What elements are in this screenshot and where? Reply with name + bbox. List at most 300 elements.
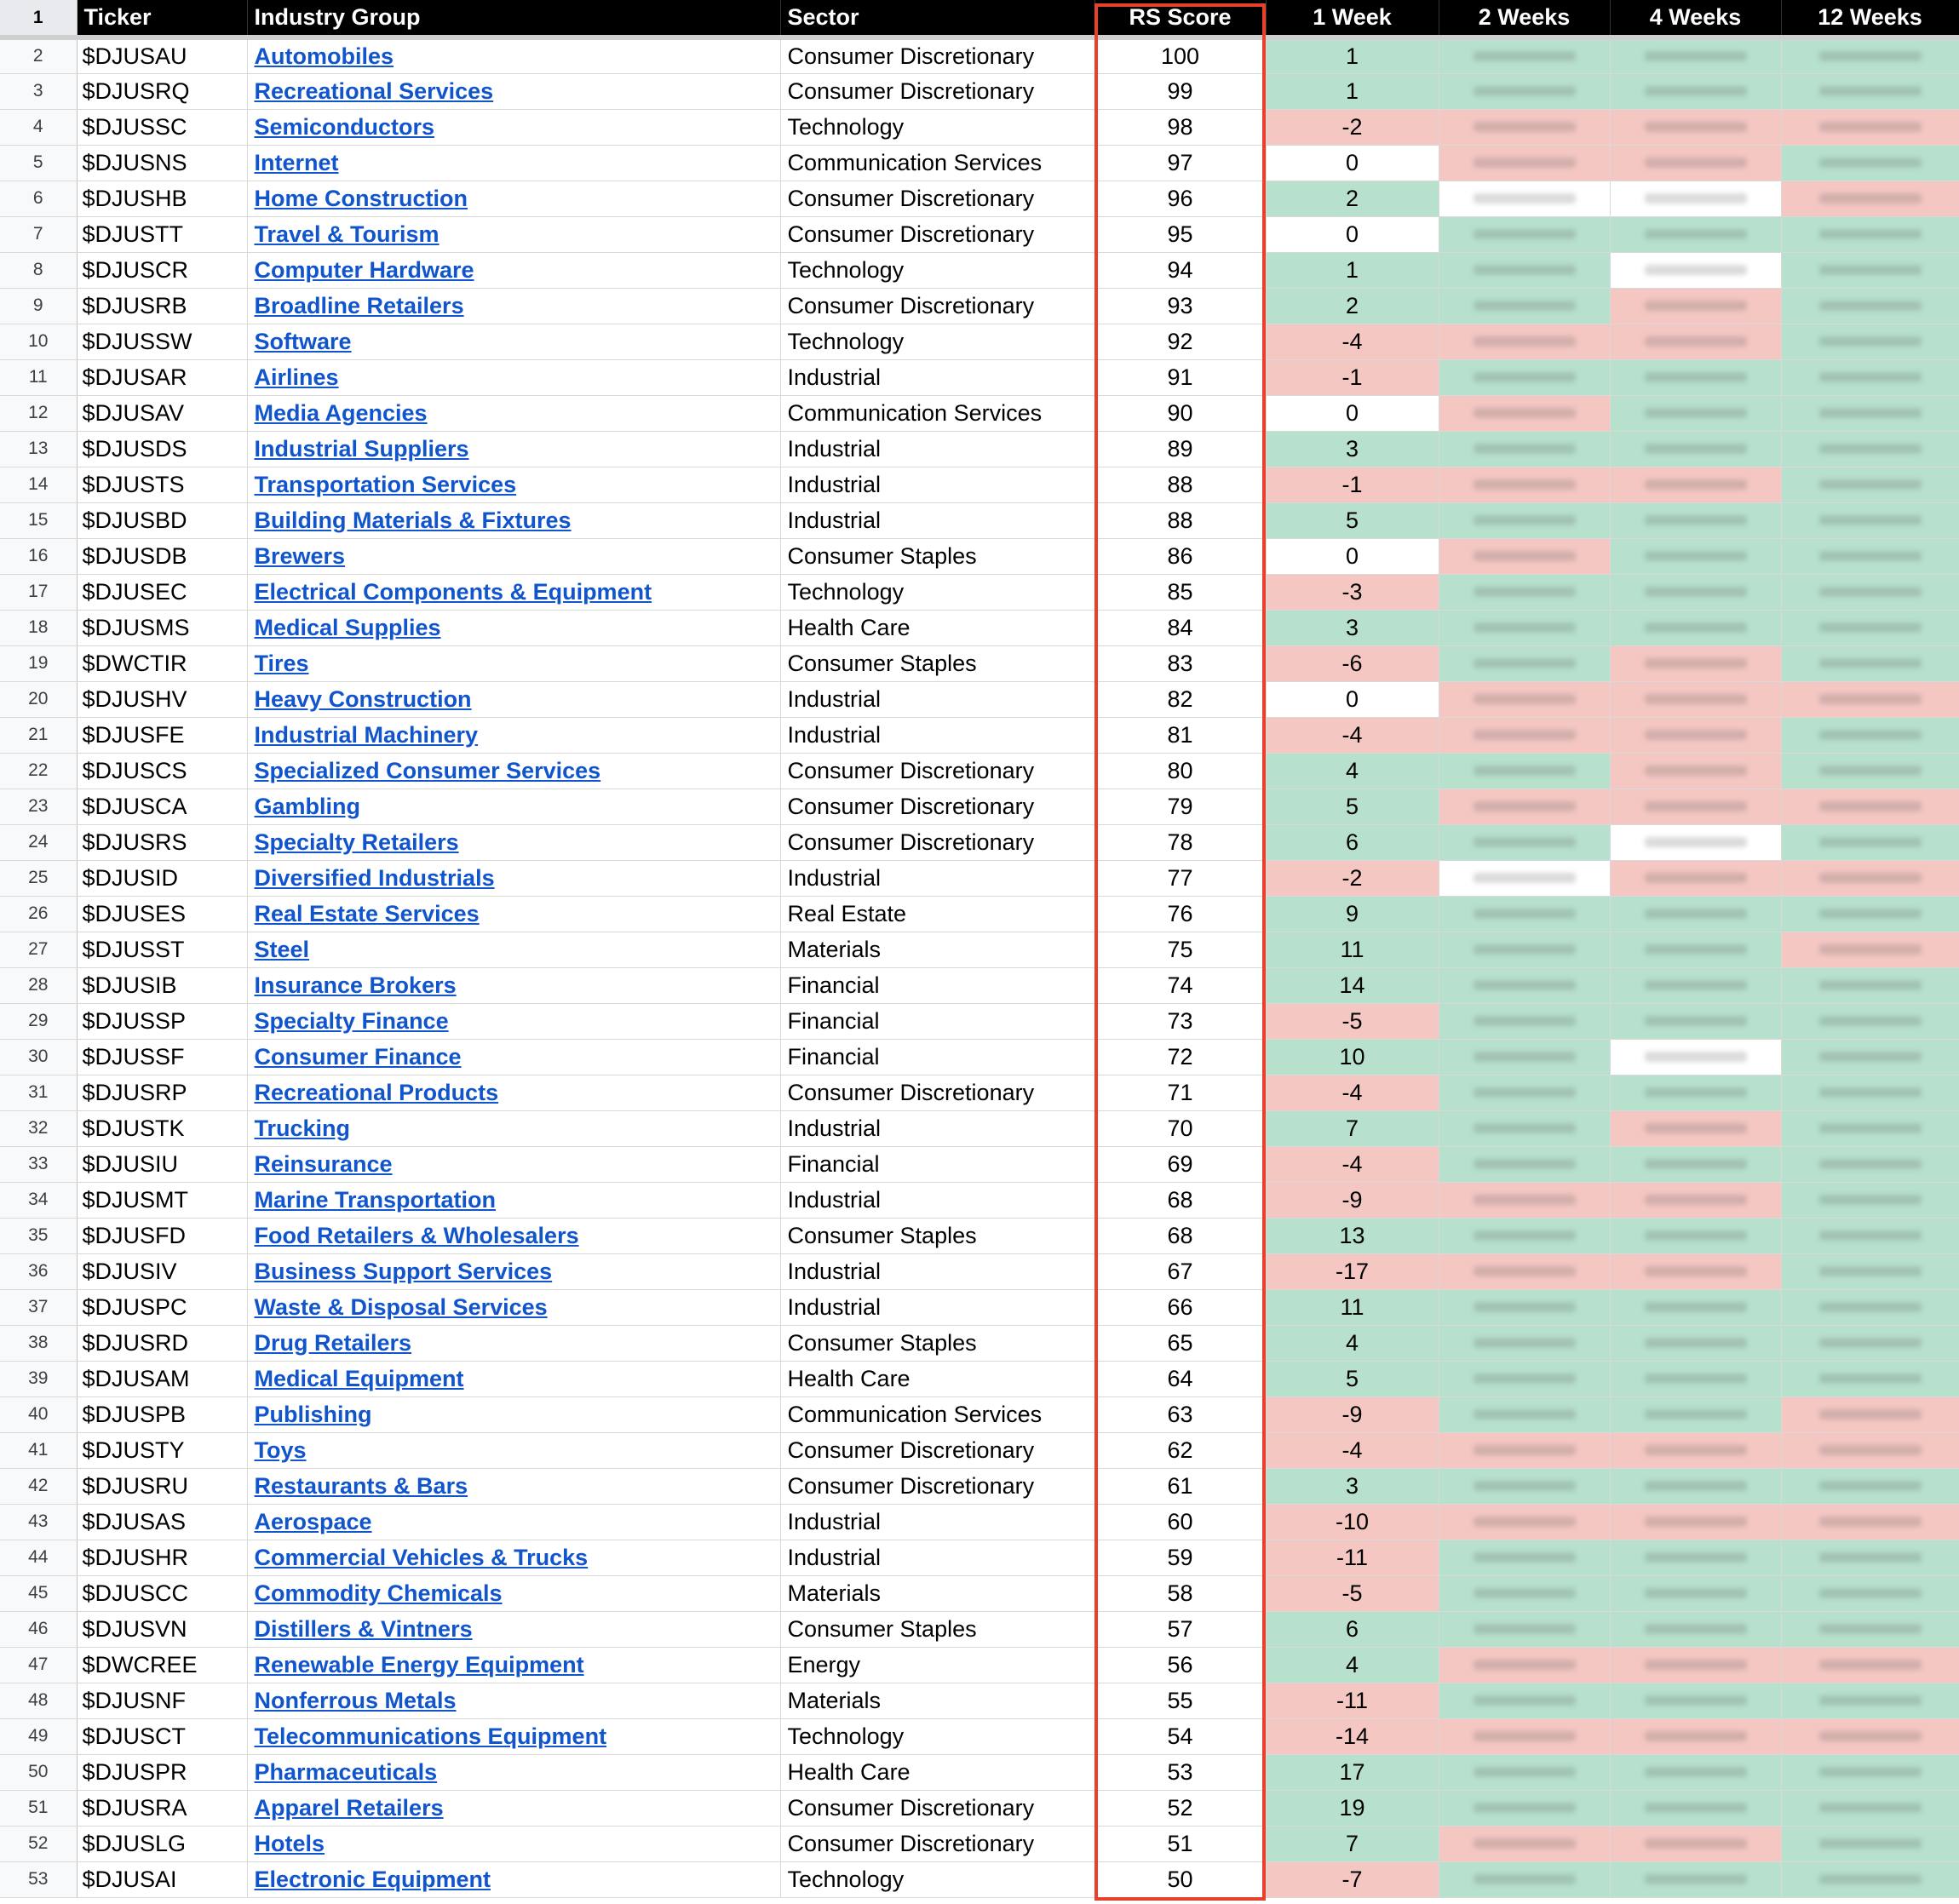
ticker-cell[interactable]: $DJUSAI (77, 1861, 247, 1897)
week4-change-cell[interactable] (1610, 73, 1781, 109)
ticker-cell[interactable]: $DJUSFE (77, 717, 247, 753)
week1-change-cell[interactable]: 0 (1266, 216, 1439, 252)
ticker-cell[interactable]: $DJUSDB (77, 538, 247, 574)
week12-change-cell[interactable] (1781, 1182, 1959, 1218)
rs-score-cell[interactable]: 94 (1094, 252, 1266, 288)
industry-group-cell[interactable] (247, 1647, 780, 1683)
week1-change-cell[interactable]: 2 (1266, 181, 1439, 216)
week2-column-header[interactable]: 2 Weeks (1439, 0, 1610, 37)
week12-change-cell[interactable] (1781, 1683, 1959, 1718)
sector-cell[interactable]: Technology (780, 109, 1094, 145)
industry-group-cell[interactable] (247, 896, 780, 932)
week1-change-cell[interactable]: -3 (1266, 574, 1439, 610)
industry-group-cell[interactable] (247, 1754, 780, 1790)
sector-cell[interactable]: Industrial (780, 467, 1094, 502)
rs-score-cell[interactable]: 64 (1094, 1361, 1266, 1396)
industry-group-cell[interactable] (247, 1003, 780, 1039)
week1-change-cell[interactable]: 0 (1266, 145, 1439, 181)
ticker-cell[interactable]: $DJUSSP (77, 1003, 247, 1039)
industry-group-cell[interactable] (247, 824, 780, 860)
ticker-cell[interactable]: $DJUSCT (77, 1718, 247, 1754)
row-number[interactable]: 2 (0, 37, 77, 73)
row-number[interactable]: 45 (0, 1575, 77, 1611)
industry-group-link[interactable]: Reinsurance (254, 1150, 393, 1177)
week4-change-cell[interactable] (1610, 467, 1781, 502)
week12-change-cell[interactable] (1781, 1540, 1959, 1575)
week12-change-cell[interactable] (1781, 502, 1959, 538)
rs-score-cell[interactable]: 60 (1094, 1504, 1266, 1540)
rs-score-cell[interactable]: 91 (1094, 359, 1266, 395)
ticker-cell[interactable]: $DJUSTK (77, 1110, 247, 1146)
week12-change-cell[interactable] (1781, 37, 1959, 73)
industry-group-cell[interactable] (247, 717, 780, 753)
rs-score-cell[interactable]: 63 (1094, 1396, 1266, 1432)
week2-change-cell[interactable] (1439, 681, 1610, 717)
industry-group-cell[interactable] (247, 1325, 780, 1361)
rs-score-cell[interactable]: 50 (1094, 1861, 1266, 1897)
row-number[interactable]: 50 (0, 1754, 77, 1790)
week1-change-cell[interactable]: 1 (1266, 252, 1439, 288)
rs-score-cell[interactable]: 81 (1094, 717, 1266, 753)
week1-change-cell[interactable]: 4 (1266, 753, 1439, 789)
industry-group-link[interactable]: Trucking (254, 1115, 351, 1141)
week1-change-cell[interactable]: 6 (1266, 1611, 1439, 1647)
row-number[interactable]: 29 (0, 1003, 77, 1039)
ticker-cell[interactable]: $DJUSBD (77, 502, 247, 538)
week2-change-cell[interactable] (1439, 789, 1610, 824)
week4-change-cell[interactable] (1610, 1718, 1781, 1754)
rs-score-cell[interactable]: 75 (1094, 932, 1266, 967)
week4-change-cell[interactable] (1610, 717, 1781, 753)
rs-score-cell[interactable]: 70 (1094, 1110, 1266, 1146)
week2-change-cell[interactable] (1439, 395, 1610, 431)
row-number[interactable]: 25 (0, 860, 77, 896)
week1-change-cell[interactable]: 11 (1266, 932, 1439, 967)
sector-cell[interactable]: Technology (780, 324, 1094, 359)
week12-change-cell[interactable] (1781, 1468, 1959, 1504)
week4-change-cell[interactable] (1610, 1039, 1781, 1075)
week12-change-cell[interactable] (1781, 1611, 1959, 1647)
ticker-cell[interactable]: $DJUSAV (77, 395, 247, 431)
industry-group-link[interactable]: Automobiles (254, 43, 394, 69)
ticker-cell[interactable]: $DJUSPR (77, 1754, 247, 1790)
week12-change-cell[interactable] (1781, 1396, 1959, 1432)
row-number[interactable]: 48 (0, 1683, 77, 1718)
week2-change-cell[interactable] (1439, 896, 1610, 932)
week4-change-cell[interactable] (1610, 1003, 1781, 1039)
row-number[interactable]: 28 (0, 967, 77, 1003)
industry-group-cell[interactable] (247, 1540, 780, 1575)
industry-group-cell[interactable] (247, 324, 780, 359)
sector-cell[interactable]: Consumer Discretionary (780, 73, 1094, 109)
row-number[interactable]: 5 (0, 145, 77, 181)
week12-change-cell[interactable] (1781, 1039, 1959, 1075)
week4-change-cell[interactable] (1610, 1790, 1781, 1826)
week2-change-cell[interactable] (1439, 1826, 1610, 1861)
week2-change-cell[interactable] (1439, 73, 1610, 109)
ticker-cell[interactable]: $DJUSFD (77, 1218, 247, 1253)
week4-change-cell[interactable] (1610, 1754, 1781, 1790)
week4-change-cell[interactable] (1610, 610, 1781, 645)
sector-cell[interactable]: Health Care (780, 1754, 1094, 1790)
row-number[interactable]: 31 (0, 1075, 77, 1110)
week2-change-cell[interactable] (1439, 1790, 1610, 1826)
industry-group-link[interactable]: Drug Retailers (254, 1329, 412, 1356)
week4-change-cell[interactable] (1610, 1683, 1781, 1718)
sector-cell[interactable]: Health Care (780, 610, 1094, 645)
industry-group-link[interactable]: Medical Supplies (254, 614, 441, 640)
week12-change-cell[interactable] (1781, 1575, 1959, 1611)
industry-group-cell[interactable] (247, 1110, 780, 1146)
week12-change-cell[interactable] (1781, 288, 1959, 324)
week1-change-cell[interactable]: -14 (1266, 1718, 1439, 1754)
industry-group-cell[interactable] (247, 967, 780, 1003)
row-number[interactable]: 20 (0, 681, 77, 717)
week4-change-cell[interactable] (1610, 824, 1781, 860)
week12-change-cell[interactable] (1781, 359, 1959, 395)
row-number[interactable]: 44 (0, 1540, 77, 1575)
week1-change-cell[interactable]: -1 (1266, 467, 1439, 502)
sector-cell[interactable]: Consumer Discretionary (780, 288, 1094, 324)
week1-change-cell[interactable]: 5 (1266, 502, 1439, 538)
week1-change-cell[interactable]: 19 (1266, 1790, 1439, 1826)
rs-score-cell[interactable]: 62 (1094, 1432, 1266, 1468)
industry-group-cell[interactable] (247, 502, 780, 538)
rs-score-cell[interactable]: 59 (1094, 1540, 1266, 1575)
week12-change-cell[interactable] (1781, 181, 1959, 216)
rs-score-cell[interactable]: 51 (1094, 1826, 1266, 1861)
industry-group-link[interactable]: Distillers & Vintners (254, 1615, 473, 1642)
week12-change-cell[interactable] (1781, 1325, 1959, 1361)
row-number[interactable]: 53 (0, 1861, 77, 1897)
sector-cell[interactable]: Health Care (780, 1361, 1094, 1396)
week4-change-cell[interactable] (1610, 574, 1781, 610)
industry-group-link[interactable]: Heavy Construction (254, 685, 472, 712)
sector-cell[interactable]: Financial (780, 1146, 1094, 1182)
week4-change-cell[interactable] (1610, 109, 1781, 145)
industry-group-cell[interactable] (247, 109, 780, 145)
week2-change-cell[interactable] (1439, 252, 1610, 288)
industry-group-link[interactable]: Brewers (254, 542, 346, 569)
industry-group-link[interactable]: Home Construction (254, 185, 468, 211)
rs-score-cell[interactable]: 97 (1094, 145, 1266, 181)
sector-cell[interactable]: Consumer Staples (780, 1611, 1094, 1647)
week12-change-cell[interactable] (1781, 645, 1959, 681)
industry-group-cell[interactable] (247, 860, 780, 896)
week1-change-cell[interactable]: 2 (1266, 288, 1439, 324)
ticker-cell[interactable]: $DJUSPB (77, 1396, 247, 1432)
ticker-cell[interactable]: $DJUSMS (77, 610, 247, 645)
sector-cell[interactable]: Industrial (780, 717, 1094, 753)
week4-change-cell[interactable] (1610, 431, 1781, 467)
week2-change-cell[interactable] (1439, 216, 1610, 252)
week4-change-cell[interactable] (1610, 1540, 1781, 1575)
industry-group-link[interactable]: Apparel Retailers (254, 1794, 444, 1821)
industry-group-link[interactable]: Transportation Services (254, 471, 517, 497)
row-number[interactable]: 40 (0, 1396, 77, 1432)
sector-column-header[interactable]: Sector (780, 0, 1094, 37)
week12-change-cell[interactable] (1781, 860, 1959, 896)
row-number[interactable]: 15 (0, 502, 77, 538)
week1-change-cell[interactable]: -4 (1266, 1146, 1439, 1182)
row-number-header[interactable]: 1 (0, 0, 77, 37)
industry-group-cell[interactable] (247, 1504, 780, 1540)
industry-group-cell[interactable] (247, 1611, 780, 1647)
sector-cell[interactable]: Industrial (780, 431, 1094, 467)
industry-group-cell[interactable] (247, 216, 780, 252)
week12-change-cell[interactable] (1781, 1361, 1959, 1396)
row-number[interactable]: 24 (0, 824, 77, 860)
week1-change-cell[interactable]: 6 (1266, 824, 1439, 860)
rs-score-cell[interactable]: 55 (1094, 1683, 1266, 1718)
sector-cell[interactable]: Industrial (780, 681, 1094, 717)
rs-score-cell[interactable]: 69 (1094, 1146, 1266, 1182)
week1-change-cell[interactable]: 3 (1266, 431, 1439, 467)
week2-change-cell[interactable] (1439, 1396, 1610, 1432)
industry-group-cell[interactable] (247, 1575, 780, 1611)
week1-change-cell[interactable]: -2 (1266, 860, 1439, 896)
rs-score-cell[interactable]: 77 (1094, 860, 1266, 896)
industry-group-cell[interactable] (247, 252, 780, 288)
week1-change-cell[interactable]: -6 (1266, 645, 1439, 681)
rs-score-cell[interactable]: 98 (1094, 109, 1266, 145)
row-number[interactable]: 17 (0, 574, 77, 610)
week2-change-cell[interactable] (1439, 1003, 1610, 1039)
industry-group-cell[interactable] (247, 431, 780, 467)
ticker-cell[interactable]: $DJUSCR (77, 252, 247, 288)
week4-change-cell[interactable] (1610, 932, 1781, 967)
week2-change-cell[interactable] (1439, 1754, 1610, 1790)
week4-change-cell[interactable] (1610, 1325, 1781, 1361)
rs-score-cell[interactable]: 57 (1094, 1611, 1266, 1647)
week2-change-cell[interactable] (1439, 145, 1610, 181)
week1-column-header[interactable]: 1 Week (1266, 0, 1439, 37)
week1-change-cell[interactable]: -10 (1266, 1504, 1439, 1540)
week2-change-cell[interactable] (1439, 109, 1610, 145)
ticker-cell[interactable]: $DJUSDS (77, 431, 247, 467)
week12-change-cell[interactable] (1781, 395, 1959, 431)
industry-group-link[interactable]: Specialty Finance (254, 1007, 449, 1034)
sector-cell[interactable]: Real Estate (780, 896, 1094, 932)
sector-cell[interactable]: Materials (780, 1575, 1094, 1611)
industry-group-link[interactable]: Computer Hardware (254, 256, 474, 283)
week2-change-cell[interactable] (1439, 1432, 1610, 1468)
row-number[interactable]: 52 (0, 1826, 77, 1861)
week12-change-cell[interactable] (1781, 681, 1959, 717)
sector-cell[interactable]: Industrial (780, 359, 1094, 395)
row-number[interactable]: 10 (0, 324, 77, 359)
ticker-cell[interactable]: $DJUSTT (77, 216, 247, 252)
sector-cell[interactable]: Consumer Discretionary (780, 37, 1094, 73)
week4-change-cell[interactable] (1610, 252, 1781, 288)
rs-score-cell[interactable]: 61 (1094, 1468, 1266, 1504)
week1-change-cell[interactable]: 5 (1266, 789, 1439, 824)
week2-change-cell[interactable] (1439, 1683, 1610, 1718)
industry-group-cell[interactable] (247, 1861, 780, 1897)
sector-cell[interactable]: Consumer Discretionary (780, 216, 1094, 252)
industry-group-cell[interactable] (247, 1146, 780, 1182)
ticker-cell[interactable]: $DJUSIU (77, 1146, 247, 1182)
week2-change-cell[interactable] (1439, 467, 1610, 502)
week2-change-cell[interactable] (1439, 1647, 1610, 1683)
sector-cell[interactable]: Industrial (780, 1540, 1094, 1575)
industry-group-link[interactable]: Renewable Energy Equipment (254, 1651, 584, 1677)
week2-change-cell[interactable] (1439, 1361, 1610, 1396)
sector-cell[interactable]: Technology (780, 1861, 1094, 1897)
rs-score-cell[interactable]: 93 (1094, 288, 1266, 324)
week4-change-cell[interactable] (1610, 1110, 1781, 1146)
week12-change-cell[interactable] (1781, 73, 1959, 109)
week4-change-cell[interactable] (1610, 1396, 1781, 1432)
week4-column-header[interactable]: 4 Weeks (1610, 0, 1781, 37)
week4-change-cell[interactable] (1610, 1432, 1781, 1468)
industry-group-cell[interactable] (247, 1361, 780, 1396)
rs-score-cell[interactable]: 92 (1094, 324, 1266, 359)
industry-group-link[interactable]: Pharmaceuticals (254, 1758, 438, 1785)
week2-change-cell[interactable] (1439, 288, 1610, 324)
row-number[interactable]: 39 (0, 1361, 77, 1396)
ticker-cell[interactable]: $DJUSID (77, 860, 247, 896)
industry-group-cell[interactable] (247, 1182, 780, 1218)
week4-change-cell[interactable] (1610, 502, 1781, 538)
industry-group-cell[interactable] (247, 1253, 780, 1289)
week12-change-cell[interactable] (1781, 574, 1959, 610)
week12-change-cell[interactable] (1781, 252, 1959, 288)
week4-change-cell[interactable] (1610, 1253, 1781, 1289)
row-number[interactable]: 49 (0, 1718, 77, 1754)
row-number[interactable]: 16 (0, 538, 77, 574)
industry-group-link[interactable]: Commodity Chemicals (254, 1580, 503, 1606)
industry-group-link[interactable]: Real Estate Services (254, 900, 480, 926)
week2-change-cell[interactable] (1439, 359, 1610, 395)
week2-change-cell[interactable] (1439, 1468, 1610, 1504)
industry-group-cell[interactable] (247, 1790, 780, 1826)
week4-change-cell[interactable] (1610, 1075, 1781, 1110)
rs-score-cell[interactable]: 95 (1094, 216, 1266, 252)
week4-change-cell[interactable] (1610, 216, 1781, 252)
industry-group-link[interactable]: Gambling (254, 793, 361, 819)
industry-group-link[interactable]: Industrial Machinery (254, 721, 479, 748)
week1-change-cell[interactable]: -1 (1266, 359, 1439, 395)
industry-group-link[interactable]: Nonferrous Metals (254, 1687, 457, 1713)
week2-change-cell[interactable] (1439, 967, 1610, 1003)
sector-cell[interactable]: Consumer Discretionary (780, 1826, 1094, 1861)
industry-group-cell[interactable] (247, 1396, 780, 1432)
week1-change-cell[interactable]: 9 (1266, 896, 1439, 932)
week12-change-cell[interactable] (1781, 824, 1959, 860)
ticker-cell[interactable]: $DJUSES (77, 896, 247, 932)
row-number[interactable]: 7 (0, 216, 77, 252)
ticker-cell[interactable]: $DJUSRB (77, 288, 247, 324)
week1-change-cell[interactable]: -4 (1266, 324, 1439, 359)
week2-change-cell[interactable] (1439, 860, 1610, 896)
ticker-cell[interactable]: $DJUSRQ (77, 73, 247, 109)
ticker-cell[interactable]: $DJUSVN (77, 1611, 247, 1647)
week12-change-cell[interactable] (1781, 1146, 1959, 1182)
week12-change-cell[interactable] (1781, 1432, 1959, 1468)
ticker-cell[interactable]: $DJUSHV (77, 681, 247, 717)
week2-change-cell[interactable] (1439, 1611, 1610, 1647)
week2-change-cell[interactable] (1439, 1110, 1610, 1146)
week1-change-cell[interactable]: -9 (1266, 1182, 1439, 1218)
week12-change-cell[interactable] (1781, 1718, 1959, 1754)
rs-score-cell[interactable]: 52 (1094, 1790, 1266, 1826)
row-number[interactable]: 47 (0, 1647, 77, 1683)
sector-cell[interactable]: Financial (780, 967, 1094, 1003)
sector-cell[interactable]: Consumer Discretionary (780, 753, 1094, 789)
industry-group-cell[interactable] (247, 1468, 780, 1504)
ticker-cell[interactable]: $DJUSLG (77, 1826, 247, 1861)
industry-group-link[interactable]: Insurance Brokers (254, 972, 457, 998)
week2-change-cell[interactable] (1439, 502, 1610, 538)
sector-cell[interactable]: Consumer Discretionary (780, 789, 1094, 824)
sector-cell[interactable]: Industrial (780, 1253, 1094, 1289)
row-number[interactable]: 23 (0, 789, 77, 824)
industry-group-link[interactable]: Specialized Consumer Services (254, 757, 601, 783)
ticker-column-header[interactable]: Ticker (77, 0, 247, 37)
rs-score-column-header[interactable]: RS Score (1094, 0, 1266, 37)
week2-change-cell[interactable] (1439, 538, 1610, 574)
industry-group-cell[interactable] (247, 395, 780, 431)
week1-change-cell[interactable]: -9 (1266, 1396, 1439, 1432)
row-number[interactable]: 18 (0, 610, 77, 645)
week4-change-cell[interactable] (1610, 645, 1781, 681)
industry-group-link[interactable]: Tires (254, 650, 309, 676)
industry-group-cell[interactable] (247, 467, 780, 502)
industry-group-link[interactable]: Electronic Equipment (254, 1866, 491, 1892)
sector-cell[interactable]: Communication Services (780, 395, 1094, 431)
week12-change-cell[interactable] (1781, 1754, 1959, 1790)
week2-change-cell[interactable] (1439, 610, 1610, 645)
week2-change-cell[interactable] (1439, 932, 1610, 967)
industry-group-cell[interactable] (247, 932, 780, 967)
sector-cell[interactable]: Industrial (780, 502, 1094, 538)
week2-change-cell[interactable] (1439, 37, 1610, 73)
ticker-cell[interactable]: $DJUSRP (77, 1075, 247, 1110)
row-number[interactable]: 12 (0, 395, 77, 431)
week4-change-cell[interactable] (1610, 967, 1781, 1003)
row-number[interactable]: 41 (0, 1432, 77, 1468)
sector-cell[interactable]: Consumer Discretionary (780, 1790, 1094, 1826)
sector-cell[interactable]: Industrial (780, 1289, 1094, 1325)
week4-change-cell[interactable] (1610, 37, 1781, 73)
week1-change-cell[interactable]: -5 (1266, 1003, 1439, 1039)
ticker-cell[interactable]: $DJUSRA (77, 1790, 247, 1826)
industry-group-link[interactable]: Recreational Products (254, 1079, 499, 1105)
industry-group-cell[interactable] (247, 574, 780, 610)
ticker-cell[interactable]: $DJUSMT (77, 1182, 247, 1218)
industry-group-cell[interactable] (247, 538, 780, 574)
row-number[interactable]: 36 (0, 1253, 77, 1289)
week1-change-cell[interactable]: 0 (1266, 395, 1439, 431)
week2-change-cell[interactable] (1439, 1289, 1610, 1325)
sector-cell[interactable]: Technology (780, 252, 1094, 288)
ticker-cell[interactable]: $DJUSNF (77, 1683, 247, 1718)
week4-change-cell[interactable] (1610, 181, 1781, 216)
week4-change-cell[interactable] (1610, 1575, 1781, 1611)
week12-change-cell[interactable] (1781, 1861, 1959, 1897)
industry-group-cell[interactable] (247, 1039, 780, 1075)
week1-change-cell[interactable]: -17 (1266, 1253, 1439, 1289)
week1-change-cell[interactable]: -11 (1266, 1683, 1439, 1718)
week12-change-cell[interactable] (1781, 109, 1959, 145)
week1-change-cell[interactable]: 4 (1266, 1325, 1439, 1361)
industry-group-cell[interactable] (247, 1218, 780, 1253)
ticker-cell[interactable]: $DJUSSF (77, 1039, 247, 1075)
industry-group-cell[interactable] (247, 789, 780, 824)
industry-group-link[interactable]: Building Materials & Fixtures (254, 507, 572, 533)
week12-change-cell[interactable] (1781, 1289, 1959, 1325)
